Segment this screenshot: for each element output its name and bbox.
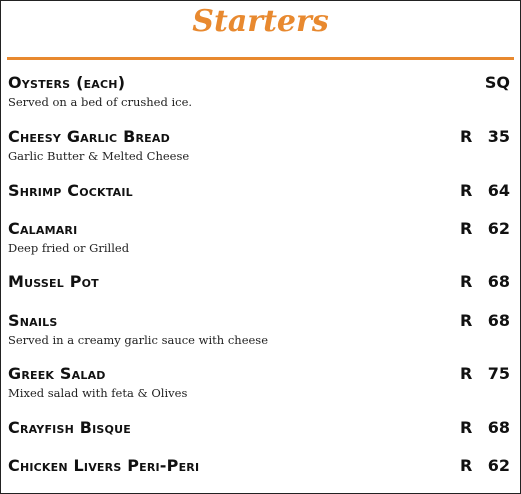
menu-item-name: Calamari (8, 219, 78, 238)
price-currency: R (460, 456, 473, 475)
menu-item-name: Snails (8, 311, 58, 330)
price-currency: R (460, 418, 473, 437)
price-currency: R (460, 127, 473, 146)
menu-item-name: Cheesy Garlic Bread (8, 127, 170, 146)
price-currency: R (460, 272, 473, 291)
menu-item-price (460, 181, 510, 201)
price-currency: R (460, 364, 473, 383)
menu-item-description: Served on a bed of crushed ice. (8, 95, 193, 109)
page-title: Starters (192, 4, 329, 39)
menu-item-name: Shrimp Cocktail (8, 181, 133, 200)
price-amount: SQ (484, 73, 510, 92)
menu-item-price (460, 219, 510, 239)
price-amount: 75 (487, 364, 510, 383)
menu-item-description: Deep fried or Grilled (8, 241, 130, 255)
menu-item-description: Garlic Butter & Melted Cheese (8, 149, 190, 163)
price-currency: R (460, 181, 473, 200)
menu-item-price (460, 311, 510, 331)
menu-item-price (460, 272, 510, 292)
price-amount: 62 (487, 219, 510, 238)
price-currency: R (460, 219, 473, 238)
menu-item-price (460, 418, 510, 438)
menu-item-price (460, 127, 510, 147)
menu-item-description: Served in a creamy garlic sauce with cheese (8, 333, 269, 347)
menu-item-name: Crayfish Bisque (8, 418, 131, 437)
menu-item-name: Mussel Pot (8, 272, 99, 291)
price-amount: 64 (487, 181, 510, 200)
menu-item-price (460, 456, 510, 476)
menu-item-name: Greek Salad (8, 364, 106, 383)
price-amount: 62 (487, 456, 510, 475)
title-divider (7, 57, 514, 60)
price-currency: R (460, 311, 473, 330)
price-amount: 68 (487, 311, 510, 330)
menu-item-name: Oysters (each) (8, 73, 126, 92)
menu-item-price (460, 364, 510, 384)
price-amount: 68 (487, 418, 510, 437)
menu-item-price (460, 73, 510, 93)
menu-item-description: Mixed salad with feta & Olives (8, 386, 188, 400)
price-amount: 35 (487, 127, 510, 146)
price-amount: 68 (487, 272, 510, 291)
menu-item-name: Chicken Livers Peri-Peri (8, 456, 200, 475)
